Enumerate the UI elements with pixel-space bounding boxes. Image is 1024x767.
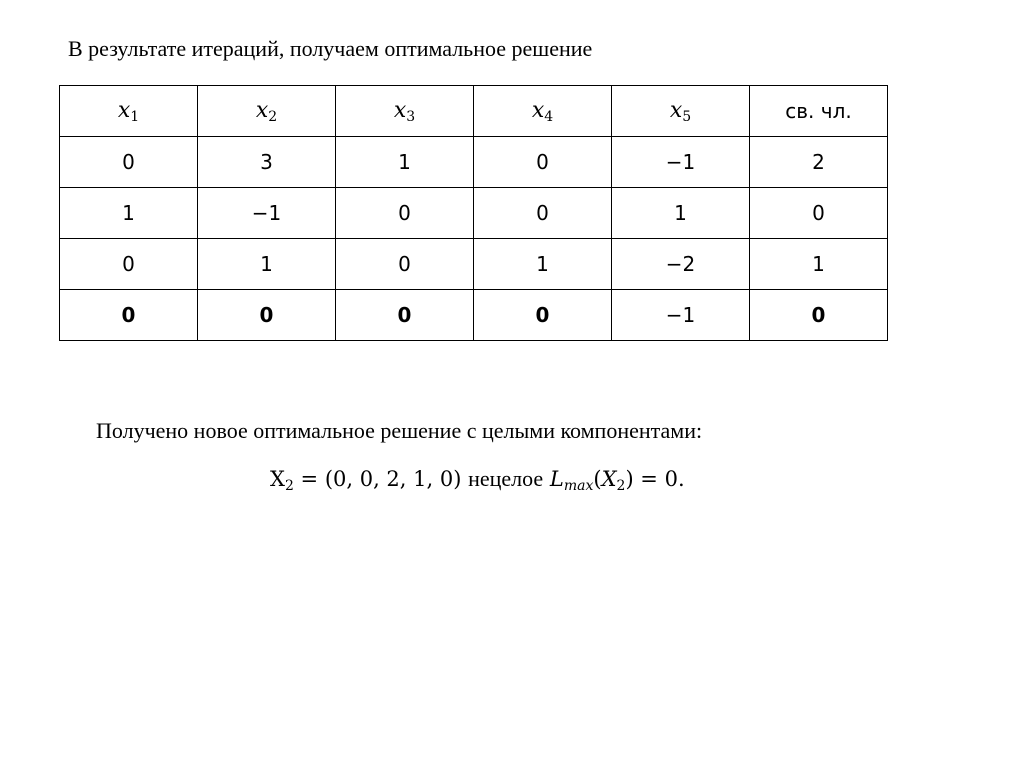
- header-x4: [474, 86, 612, 137]
- formula-arg-sub: 2: [616, 478, 626, 494]
- simplex-table: [59, 85, 888, 341]
- header-free-term: св. чл.: [750, 86, 888, 137]
- conclusion-text: Получено новое оптимальное решение с целыми компонентами:: [96, 418, 703, 443]
- table-cell: 3: [198, 137, 336, 188]
- table-cell: −1: [198, 188, 336, 239]
- header-x4-sub: 4: [544, 108, 554, 125]
- header-x4-base: x: [531, 97, 545, 123]
- table-cell: 1: [474, 239, 612, 290]
- table-cell: 0: [60, 137, 198, 188]
- table-cell: −1: [612, 137, 750, 188]
- objective-row: [60, 290, 888, 341]
- table-cell: 1: [612, 188, 750, 239]
- header-x1-base: x: [117, 97, 131, 123]
- formula-l-sub: max: [563, 478, 594, 494]
- formula-vector: = (0, 0, 2, 1, 0): [293, 467, 469, 491]
- table-cell: 1: [750, 239, 888, 290]
- table-cell: 1: [336, 137, 474, 188]
- header-x1-sub: 1: [130, 108, 140, 125]
- table-cell: 0: [474, 188, 612, 239]
- formula-result: ) = 0.: [625, 467, 685, 491]
- formula-arg-open: (: [593, 467, 602, 491]
- table-cell: 1: [198, 239, 336, 290]
- header-x5-sub: 5: [682, 108, 692, 125]
- table-header-row: [60, 86, 888, 137]
- table-cell: 0: [474, 137, 612, 188]
- header-x3: [336, 86, 474, 137]
- table-cell: 0: [750, 290, 888, 341]
- table-row: [60, 188, 888, 239]
- header-x3-base: x: [393, 97, 407, 123]
- header-x1: [60, 86, 198, 137]
- header-x5-base: x: [669, 97, 683, 123]
- table-cell: 0: [60, 290, 198, 341]
- formula-x-base: X: [270, 467, 285, 491]
- table-cell: 0: [750, 188, 888, 239]
- formula-x-sub: 2: [284, 478, 294, 494]
- table-cell: 2: [750, 137, 888, 188]
- slide-title: В результате итераций, получаем оптимальное решение: [68, 36, 593, 61]
- table-cell: 0: [474, 290, 612, 341]
- solution-formula: [270, 464, 685, 501]
- header-x5: [612, 86, 750, 137]
- formula-l-base: L: [549, 467, 564, 491]
- table-cell: 0: [60, 239, 198, 290]
- table-cell: −1: [612, 290, 750, 341]
- table-cell: 1: [60, 188, 198, 239]
- header-x2-sub: 2: [268, 108, 278, 125]
- header-x3-sub: 3: [406, 108, 416, 125]
- formula-word: нецелое: [468, 466, 544, 491]
- table-cell: 0: [336, 188, 474, 239]
- table-cell: 0: [336, 290, 474, 341]
- table-cell: −2: [612, 239, 750, 290]
- header-x2-base: x: [255, 97, 269, 123]
- table-cell: 0: [336, 239, 474, 290]
- table-row: [60, 239, 888, 290]
- header-x2: [198, 86, 336, 137]
- table-row: [60, 137, 888, 188]
- formula-arg-base: X: [601, 467, 617, 491]
- table-cell: 0: [198, 290, 336, 341]
